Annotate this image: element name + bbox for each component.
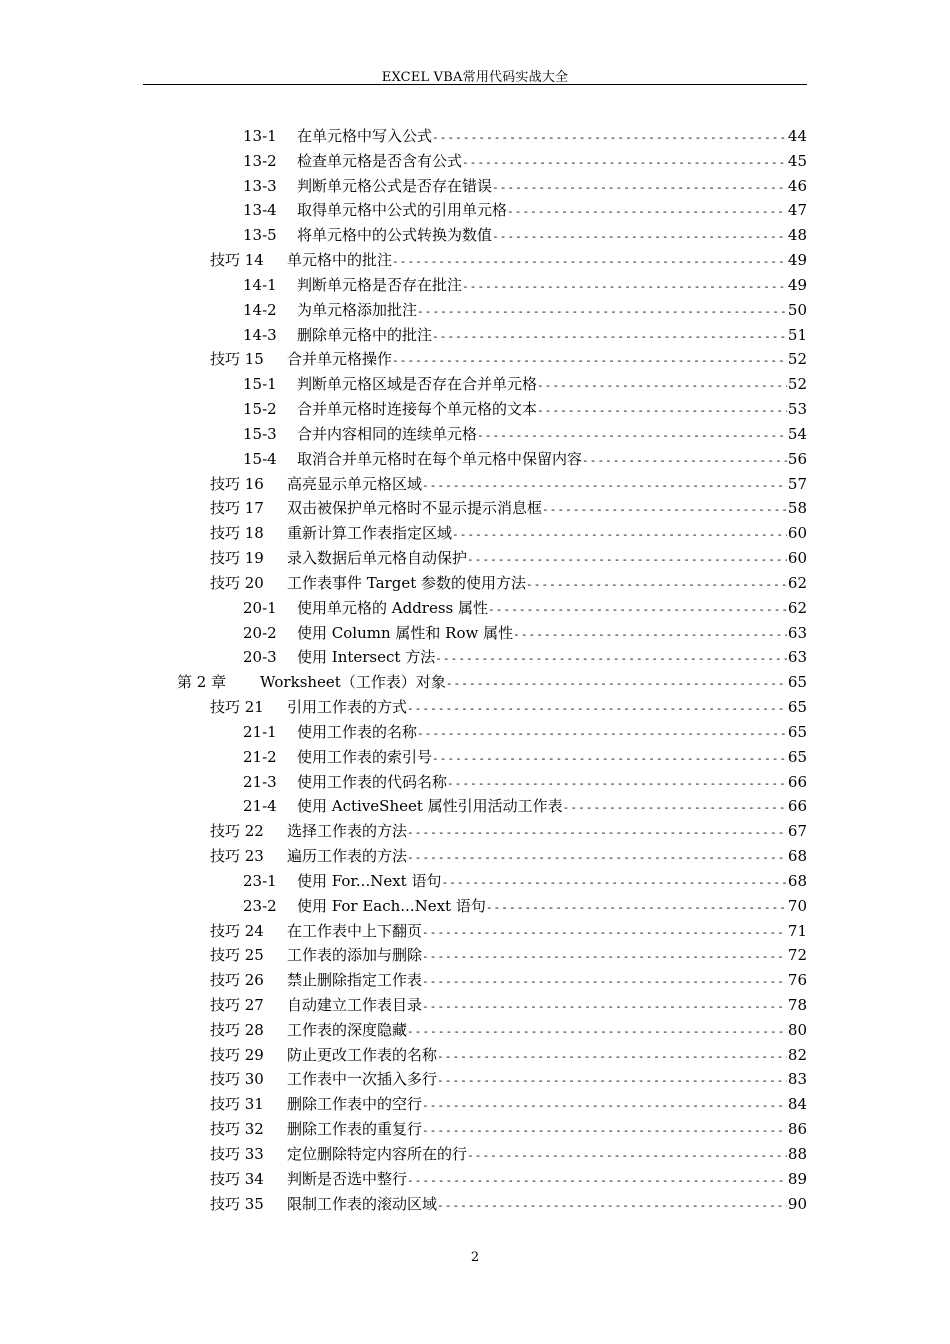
toc-entry[interactable]: [0, 571, 950, 596]
toc-entry-number: 14-3: [243, 325, 277, 344]
toc-entry-number: 技巧 20: [210, 573, 264, 592]
dot-leader: [542, 498, 787, 523]
toc-entry-title: 合并单元格操作: [287, 350, 393, 369]
toc-entry-title: 使用 ActiveSheet 属性引用活动工作表: [297, 797, 563, 816]
toc-entry-title: 为单元格添加批注: [297, 300, 418, 319]
dot-leader: [437, 1045, 787, 1070]
toc-entry-title: 判断单元格区域是否存在合并单元格: [297, 375, 538, 394]
toc-entry-page: 88: [787, 1144, 807, 1163]
toc-entry-line: [210, 347, 807, 374]
toc-entry-title: 使用工作表的名称: [297, 722, 418, 741]
dot-leader: [417, 300, 787, 325]
toc-entry-page: 60: [787, 549, 807, 568]
toc-entry-title: 防止更改工作表的名称: [287, 1045, 438, 1064]
toc-entry[interactable]: [0, 794, 950, 819]
dot-leader: [432, 747, 787, 772]
dot-leader: [407, 821, 787, 846]
toc-entry-line: [243, 720, 807, 747]
toc-entry-line: [243, 149, 807, 176]
toc-entry-number: 13-4: [243, 201, 277, 220]
toc-entry[interactable]: [0, 298, 950, 323]
dot-leader: [447, 772, 787, 797]
toc-entry[interactable]: [0, 397, 950, 422]
dot-leader: [422, 995, 787, 1020]
dot-leader: [467, 548, 787, 573]
dot-leader: [407, 846, 787, 871]
dot-leader: [407, 1020, 787, 1045]
toc-entry-number: 15-4: [243, 449, 277, 468]
toc-entry-line: [210, 819, 807, 846]
toc-entry-line: [243, 894, 807, 921]
toc-entry-line: [243, 124, 807, 151]
toc-entry[interactable]: [0, 124, 950, 149]
dot-leader: [462, 275, 787, 300]
dot-leader: [432, 126, 787, 151]
toc-entry[interactable]: [0, 521, 950, 546]
toc-entry-number: 13-1: [243, 127, 277, 145]
toc-entry-title: 将单元格中的公式转换为数值: [297, 226, 493, 245]
toc-entry-page: 65: [787, 722, 807, 741]
toc-entry-page: 56: [787, 449, 807, 468]
dot-leader: [392, 349, 787, 374]
dot-leader: [488, 598, 787, 623]
dot-leader: [537, 399, 787, 424]
toc-entry-page: 60: [787, 524, 807, 543]
toc-entry-page: 51: [787, 325, 807, 344]
toc-entry-page: 66: [787, 772, 807, 791]
toc-entry-line: [243, 323, 807, 350]
toc-entry[interactable]: [0, 273, 950, 298]
toc-entry-title: 高亮显示单元格区域: [287, 474, 423, 493]
toc-entry-line: [243, 397, 807, 424]
toc-entry-page: 70: [787, 896, 807, 915]
dot-leader: [582, 449, 787, 474]
toc-entry-title: 合并单元格时连接每个单元格的文本: [297, 400, 538, 419]
toc-entry-number: 技巧 34: [210, 1169, 264, 1188]
toc-entry-number: 21-3: [243, 772, 277, 791]
toc-entry-page: 89: [787, 1169, 807, 1188]
dot-leader: [492, 176, 787, 201]
toc-entry-number: 技巧 15: [210, 350, 264, 369]
toc-entry-title: 限制工作表的滚动区域: [287, 1194, 438, 1213]
dot-leader: [422, 1094, 787, 1119]
toc-entry-number: 15-3: [243, 424, 277, 443]
toc-entry-line: [243, 596, 807, 623]
toc-entry-line: [243, 645, 807, 672]
toc-entry-page: 86: [787, 1120, 807, 1139]
toc-entry-number: 20-1: [243, 598, 277, 617]
toc-entry[interactable]: [0, 422, 950, 447]
table-of-contents: [0, 124, 950, 1216]
toc-entry-line: [210, 1092, 807, 1119]
dot-leader: [417, 722, 787, 747]
toc-entry-title: 使用工作表的代码名称: [297, 772, 448, 791]
toc-entry-title: 删除单元格中的批注: [297, 325, 433, 344]
toc-entry-number: 技巧 18: [210, 524, 264, 543]
toc-entry-number: 技巧 32: [210, 1120, 264, 1139]
dot-leader: [432, 325, 787, 350]
toc-entry-number: 13-3: [243, 176, 277, 195]
dot-leader: [441, 871, 786, 896]
toc-entry-page: 80: [787, 1020, 807, 1039]
toc-entry-line: [243, 223, 807, 250]
dot-leader: [422, 474, 787, 499]
toc-entry-page: 45: [787, 151, 807, 170]
toc-entry[interactable]: [0, 695, 950, 720]
toc-entry-title: 定位删除特定内容所在的行: [287, 1144, 468, 1163]
toc-entry[interactable]: [0, 894, 950, 919]
toc-entry-line: [210, 248, 807, 275]
dot-leader: [435, 647, 787, 672]
toc-entry-line: [210, 1018, 807, 1045]
toc-entry-line: [210, 1167, 807, 1194]
toc-entry-page: 72: [787, 946, 807, 965]
toc-entry-number: 14-2: [243, 300, 277, 319]
dot-leader: [437, 1069, 787, 1094]
toc-entry-number: 13-5: [243, 226, 277, 245]
toc-entry[interactable]: [0, 770, 950, 795]
dot-leader: [452, 523, 787, 548]
toc-entry-page: 47: [787, 201, 807, 220]
toc-entry-title: 单元格中的批注: [287, 251, 393, 270]
toc-entry-number: 技巧 22: [210, 822, 264, 841]
toc-entry-page: 78: [787, 995, 807, 1014]
toc-entry-title: 删除工作表中的空行: [287, 1095, 423, 1114]
toc-entry[interactable]: [0, 968, 950, 993]
toc-entry-title: 取消合并单元格时在每个单元格中保留内容: [297, 449, 583, 468]
dot-leader: [513, 623, 787, 648]
toc-entry-number: 21-1: [243, 722, 277, 741]
toc-entry-line: [177, 670, 807, 697]
toc-entry[interactable]: [0, 248, 950, 273]
toc-entry-number: 技巧 19: [210, 549, 264, 568]
toc-entry[interactable]: [0, 1018, 950, 1043]
toc-entry[interactable]: [0, 1092, 950, 1117]
toc-entry[interactable]: [0, 745, 950, 770]
toc-entry[interactable]: [0, 372, 950, 397]
toc-entry[interactable]: [0, 844, 950, 869]
toc-entry[interactable]: [0, 670, 950, 695]
toc-entry-number: 技巧 24: [210, 921, 264, 940]
toc-entry-page: 84: [787, 1095, 807, 1114]
toc-entry[interactable]: [0, 720, 950, 745]
toc-entry-page: 49: [787, 251, 807, 270]
toc-entry-number: 13-2: [243, 151, 277, 170]
toc-entry-page: 62: [787, 598, 807, 617]
dot-leader: [492, 225, 787, 250]
toc-entry-title: 工作表的添加与删除: [287, 946, 423, 965]
toc-entry-page: 82: [787, 1045, 807, 1064]
toc-entry-page: 76: [787, 971, 807, 990]
toc-entry-page: 83: [787, 1070, 807, 1089]
toc-entry-line: [210, 993, 807, 1020]
toc-entry-line: [243, 422, 807, 449]
toc-entry-title: 自动建立工作表目录: [287, 995, 423, 1014]
toc-entry[interactable]: [0, 1192, 950, 1217]
toc-entry-number: 技巧 21: [210, 698, 264, 717]
toc-entry-page: 53: [787, 400, 807, 419]
toc-entry-page: 62: [787, 573, 807, 592]
toc-entry[interactable]: [0, 596, 950, 621]
toc-entry-page: 68: [787, 847, 807, 866]
toc-entry-page: 66: [787, 797, 807, 816]
toc-entry-page: 54: [787, 424, 807, 443]
toc-entry-title: 判断单元格公式是否存在错误: [297, 176, 493, 195]
toc-entry-number: 21-2: [243, 747, 277, 766]
toc-entry-number: 21-4: [243, 797, 277, 816]
dot-leader: [486, 896, 787, 921]
header-rule: [143, 84, 807, 85]
toc-entry-line: [210, 521, 807, 548]
toc-entry-number: 15-1: [243, 375, 277, 394]
toc-entry[interactable]: [0, 1142, 950, 1167]
toc-entry-line: [210, 1117, 807, 1144]
toc-entry[interactable]: [0, 919, 950, 944]
toc-entry-title: 取得单元格中公式的引用单元格: [297, 201, 508, 220]
toc-entry[interactable]: [0, 546, 950, 571]
toc-entry[interactable]: [0, 198, 950, 223]
toc-entry-page: 68: [787, 871, 807, 890]
toc-entry-title: 引用工作表的方式: [287, 698, 408, 717]
dot-leader: [437, 1194, 787, 1219]
toc-entry-title: 在工作表中上下翻页: [287, 921, 423, 940]
toc-entry-number: 技巧 31: [210, 1095, 264, 1114]
toc-entry-title: 判断单元格是否存在批注: [297, 275, 463, 294]
toc-entry-page: 50: [787, 300, 807, 319]
toc-entry-title: 工作表中一次插入多行: [287, 1070, 438, 1089]
dot-leader: [392, 250, 787, 275]
toc-entry-page: 63: [787, 648, 807, 667]
toc-entry[interactable]: [0, 447, 950, 472]
toc-entry-line: [210, 496, 807, 523]
toc-entry-line: [243, 198, 807, 225]
toc-entry-number: 技巧 23: [210, 847, 264, 866]
toc-entry-line: [243, 372, 807, 399]
toc-entry-page: 65: [787, 698, 807, 717]
toc-entry[interactable]: [0, 1043, 950, 1068]
toc-entry-number: 技巧 26: [210, 971, 264, 990]
toc-entry-line: [243, 447, 807, 474]
toc-entry-number: 15-2: [243, 400, 277, 419]
toc-entry-page: 57: [787, 474, 807, 493]
toc-entry-page: 63: [787, 623, 807, 642]
toc-entry[interactable]: [0, 472, 950, 497]
toc-entry-title: 使用工作表的索引号: [297, 747, 433, 766]
toc-entry[interactable]: [0, 1117, 950, 1142]
toc-entry-title: 在单元格中写入公式: [297, 127, 433, 145]
toc-entry-page: 52: [787, 350, 807, 369]
toc-entry-line: [210, 1043, 807, 1070]
toc-entry-title: 合并内容相同的连续单元格: [297, 424, 478, 443]
toc-entry[interactable]: [0, 819, 950, 844]
toc-entry-number: 技巧 28: [210, 1020, 264, 1039]
toc-entry-line: [210, 1067, 807, 1094]
running-header: EXCEL VBA常用代码实战大全: [381, 70, 569, 85]
dot-leader: [563, 796, 787, 821]
toc-entry-number: 技巧 35: [210, 1194, 264, 1213]
toc-entry-title: 工作表的深度隐藏: [287, 1020, 408, 1039]
toc-entry-title: 使用 Column 属性和 Row 属性: [297, 623, 514, 642]
toc-entry-number: 技巧 30: [210, 1070, 264, 1089]
toc-entry-line: [210, 1142, 807, 1169]
toc-entry-number: 技巧 17: [210, 499, 264, 518]
toc-entry-page: 67: [787, 822, 807, 841]
toc-entry-title: 检查单元格是否含有公式: [297, 151, 463, 170]
toc-entry-page: 52: [787, 375, 807, 394]
toc-entry-title: 使用单元格的 Address 属性: [297, 598, 489, 617]
toc-entry-title: 禁止删除指定工作表: [287, 971, 423, 990]
toc-entry-page: 46: [787, 176, 807, 195]
toc-entry-line: [210, 943, 807, 970]
toc-entry-number: 23-1: [243, 871, 277, 890]
dot-leader: [422, 970, 787, 995]
toc-entry-title: 重新计算工作表指定区域: [287, 524, 453, 543]
toc-entry-line: [243, 745, 807, 772]
toc-entry-line: [243, 869, 807, 896]
toc-entry-number: 技巧 16: [210, 474, 264, 493]
dot-leader: [422, 1119, 787, 1144]
toc-entry-number: 23-2: [243, 896, 277, 915]
toc-entry-line: [210, 695, 807, 722]
toc-entry-line: [243, 298, 807, 325]
toc-entry-title: Worksheet（工作表）对象: [260, 673, 446, 692]
toc-entry[interactable]: [0, 347, 950, 372]
toc-entry-line: [243, 794, 807, 821]
toc-entry-page: 48: [787, 226, 807, 245]
toc-entry[interactable]: [0, 993, 950, 1018]
toc-entry-page: 65: [787, 747, 807, 766]
dot-leader: [407, 1169, 787, 1194]
dot-leader: [477, 424, 787, 449]
dot-leader: [422, 921, 787, 946]
toc-entry-number: 20-3: [243, 648, 277, 667]
toc-entry-line: [210, 919, 807, 946]
toc-entry-line: [243, 174, 807, 201]
toc-entry-title: 使用 For...Next 语句: [297, 871, 442, 890]
toc-entry-number: 技巧 25: [210, 946, 264, 965]
toc-entry-page: 49: [787, 275, 807, 294]
toc-entry[interactable]: [0, 621, 950, 646]
dot-leader: [407, 697, 787, 722]
toc-entry-line: [243, 273, 807, 300]
toc-entry-page: 65: [787, 673, 807, 692]
toc-entry[interactable]: [0, 869, 950, 894]
toc-entry-title: 使用 Intersect 方法: [297, 648, 436, 667]
toc-entry-title: 判断是否选中整行: [287, 1169, 408, 1188]
toc-entry[interactable]: [0, 1167, 950, 1192]
toc-entry-line: [243, 621, 807, 648]
toc-entry[interactable]: [0, 223, 950, 248]
dot-leader: [462, 151, 787, 176]
toc-entry[interactable]: [0, 645, 950, 670]
toc-entry-title: 删除工作表的重复行: [287, 1120, 423, 1139]
toc-entry-title: 录入数据后单元格自动保护: [287, 549, 468, 568]
toc-entry-line: [210, 844, 807, 871]
toc-entry-line: [243, 770, 807, 797]
toc-entry-line: [210, 968, 807, 995]
toc-entry-line: [210, 1192, 807, 1219]
toc-entry-title: 遍历工作表的方法: [287, 847, 408, 866]
toc-entry[interactable]: [0, 174, 950, 199]
toc-entry-page: 58: [787, 499, 807, 518]
dot-leader: [467, 1144, 787, 1169]
toc-entry-page: 90: [787, 1194, 807, 1213]
toc-entry-number: 技巧 27: [210, 995, 264, 1014]
page-number: 2: [470, 1250, 480, 1265]
toc-entry-number: 第 2 章: [177, 673, 227, 692]
dot-leader: [446, 672, 787, 697]
toc-entry-line: [210, 571, 807, 598]
toc-entry[interactable]: [0, 149, 950, 174]
dot-leader: [537, 374, 787, 399]
dot-leader: [422, 945, 787, 970]
toc-entry-title: 使用 For Each...Next 语句: [297, 896, 486, 915]
toc-entry-page: 71: [787, 921, 807, 940]
toc-entry-line: [210, 546, 807, 573]
toc-entry[interactable]: [0, 323, 950, 348]
toc-entry-title: 工作表事件 Target 参数的使用方法: [287, 573, 526, 592]
toc-entry[interactable]: [0, 943, 950, 968]
toc-entry-title: 双击被保护单元格时不显示提示消息框: [287, 499, 543, 518]
toc-entry-number: 技巧 33: [210, 1144, 264, 1163]
toc-entry[interactable]: [0, 496, 950, 521]
toc-entry-number: 14-1: [243, 275, 277, 294]
toc-entry[interactable]: [0, 1067, 950, 1092]
toc-entry-line: [210, 472, 807, 499]
toc-entry-number: 技巧 29: [210, 1045, 264, 1064]
toc-entry-number: 技巧 14: [210, 251, 264, 270]
toc-entry-title: 选择工作表的方法: [287, 822, 408, 841]
toc-entry-number: 20-2: [243, 623, 277, 642]
dot-leader: [526, 573, 787, 598]
toc-entry-page: 44: [787, 127, 807, 145]
dot-leader: [507, 200, 787, 225]
